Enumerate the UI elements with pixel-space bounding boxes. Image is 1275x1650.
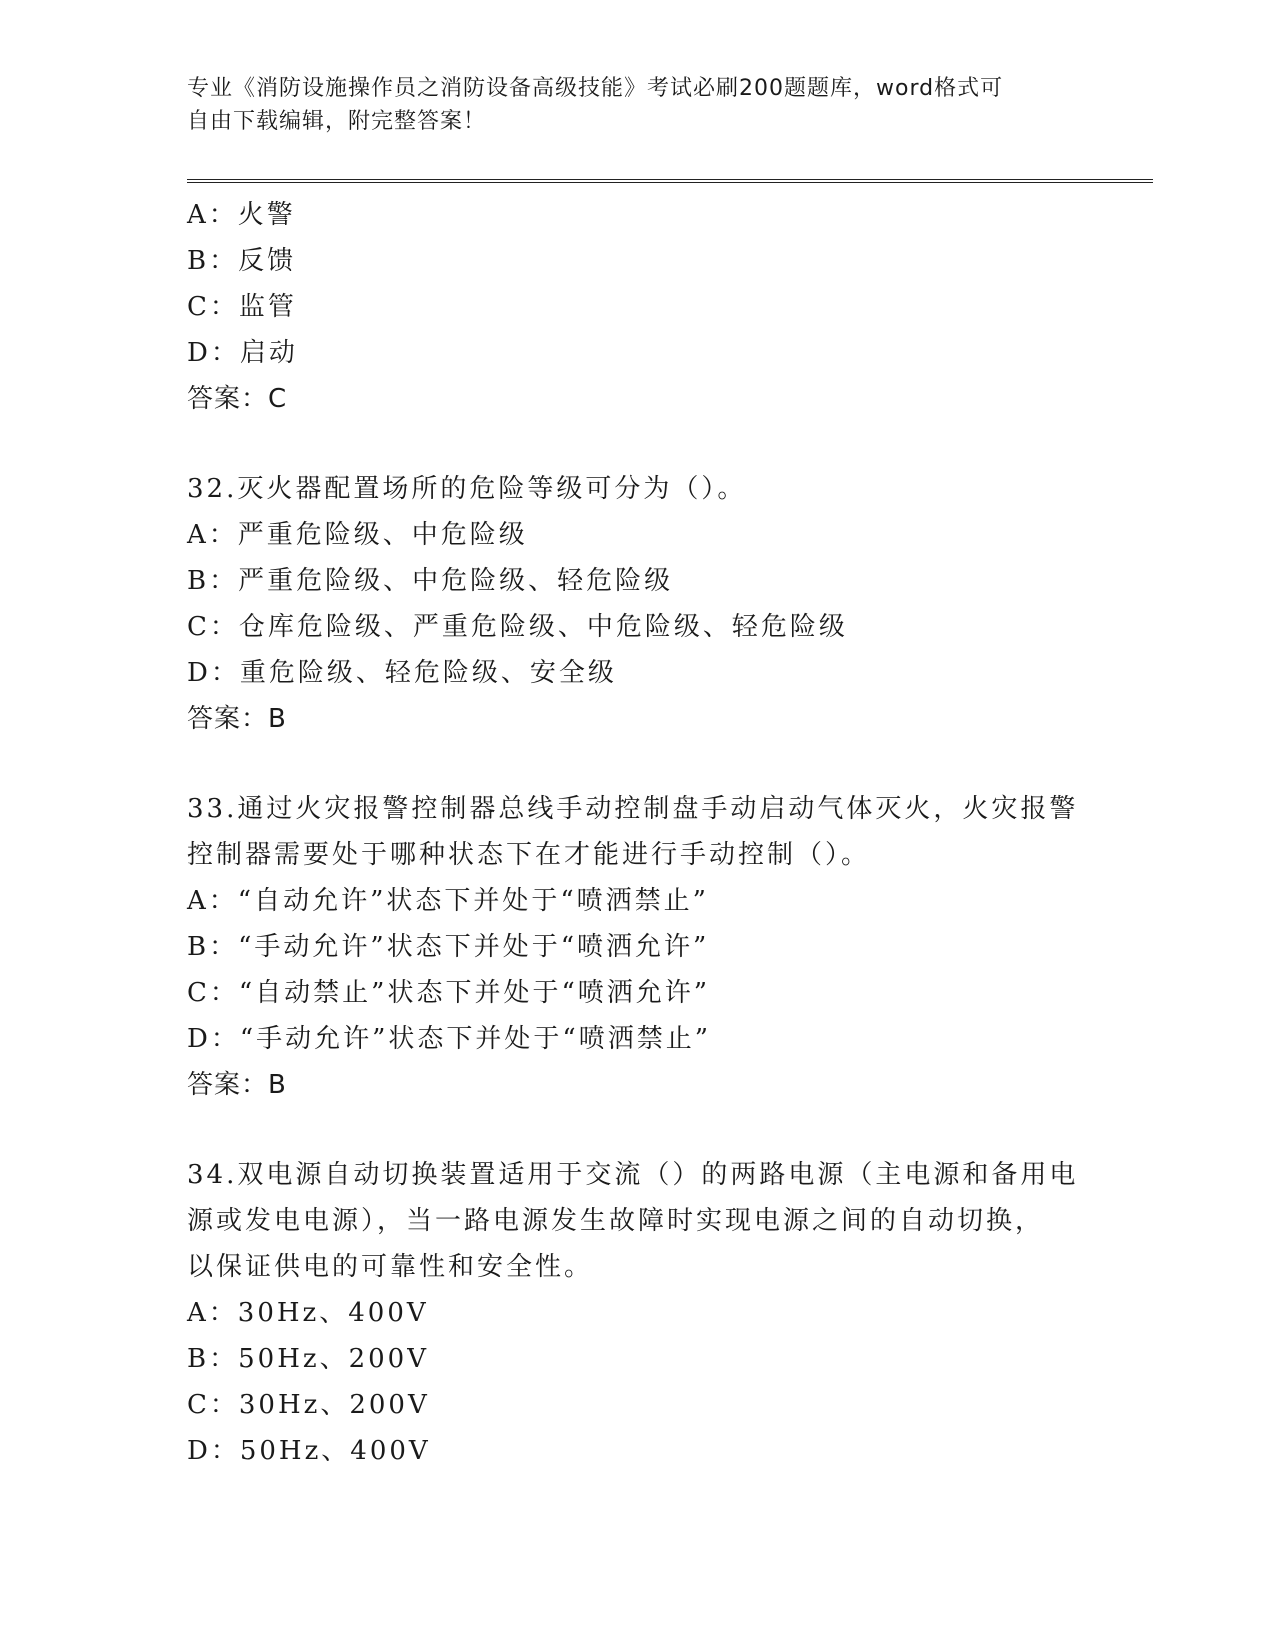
option-a: A：“自动允许”状态下并处于“喷洒禁止” — [187, 886, 709, 916]
option-b: B：50Hz、200V — [187, 1344, 429, 1374]
option-a: A：30Hz、400V — [187, 1298, 429, 1328]
option-b: B：反馈 — [187, 246, 297, 276]
question-32 — [187, 466, 1077, 742]
answer: 答案：C — [187, 384, 288, 414]
document-header — [187, 72, 1087, 138]
option-d: D：启动 — [187, 338, 298, 368]
option-c: C：监管 — [187, 292, 297, 322]
option-d: D：50Hz、400V — [187, 1436, 431, 1466]
option-b: B：严重危险级、中危险级、轻危险级 — [187, 566, 674, 596]
header-line-1: 专业《消防设施操作员之消防设备高级技能》考试必刷200题题库，word格式可 — [187, 76, 1004, 101]
question-31 — [187, 192, 1077, 422]
option-c: C：30Hz、200V — [187, 1390, 430, 1420]
option-d: D：重危险级、轻危险级、安全级 — [187, 658, 617, 688]
answer: 答案：B — [187, 1070, 287, 1100]
question-text-line-2: 源或发电电源），当一路电源发生故障时实现电源之间的自动切换， — [187, 1206, 1045, 1236]
question-33 — [187, 786, 1077, 1108]
question-text: 32.灭火器配置场所的危险等级可分为（）。 — [187, 474, 747, 504]
question-text-line-2: 控制器需要处于哪种状态下在才能进行手动控制（）。 — [187, 840, 871, 870]
option-c: C：仓库危险级、严重危险级、中危险级、轻危险级 — [187, 612, 848, 642]
question-text-line-3: 以保证供电的可靠性和安全性。 — [187, 1252, 594, 1282]
question-text-line-1: 33.通过火灾报警控制器总线手动控制盘手动启动气体灭火，火灾报警 — [187, 794, 1079, 824]
option-a: A：火警 — [187, 200, 296, 230]
question-34 — [187, 1152, 1077, 1474]
answer: 答案：B — [187, 704, 287, 734]
option-c: C：“自动禁止”状态下并处于“喷洒允许” — [187, 978, 711, 1008]
header-line-2: 自由下载编辑，附完整答案！ — [187, 109, 487, 134]
option-d: D：“手动允许”状态下并处于“喷洒禁止” — [187, 1024, 712, 1054]
question-text-line-1: 34.双电源自动切换装置适用于交流（）的两路电源（主电源和备用电 — [187, 1160, 1079, 1190]
option-a: A：严重危险级、中危险级 — [187, 520, 528, 550]
question-list — [187, 192, 1077, 1474]
option-b: B：“手动允许”状态下并处于“喷洒允许” — [187, 932, 710, 962]
header-divider — [187, 179, 1153, 183]
